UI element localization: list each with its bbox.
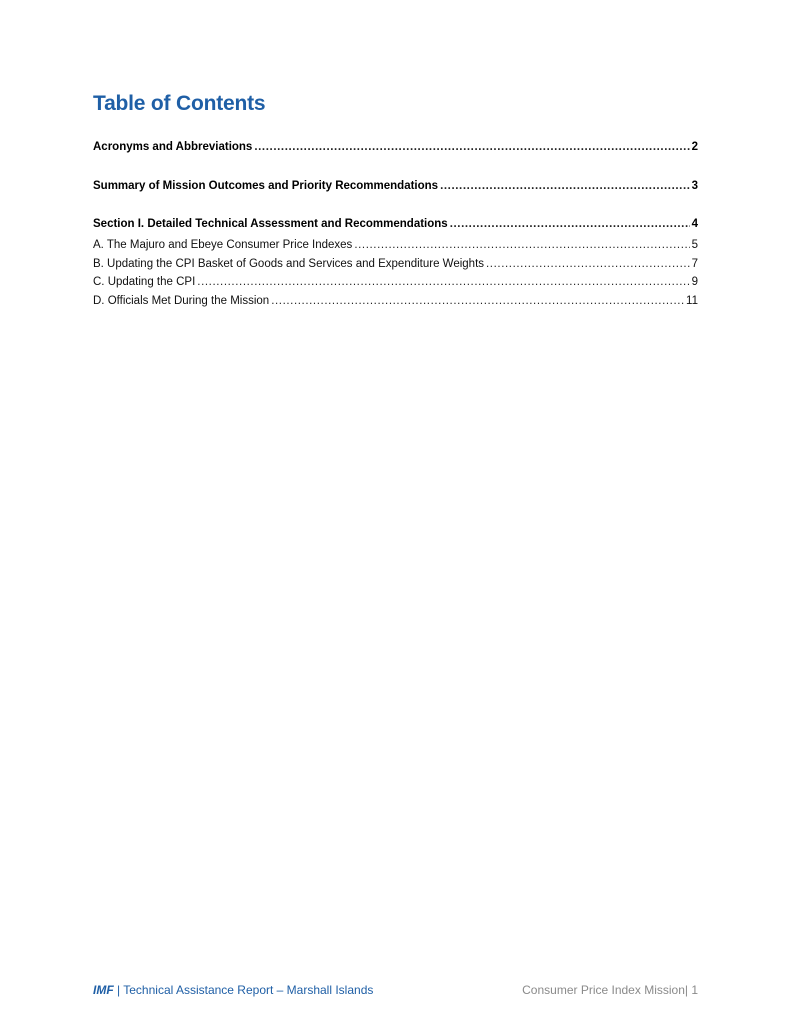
page-title: Table of Contents (93, 92, 266, 115)
toc-dot-leader (271, 294, 684, 308)
footer-report-info (93, 983, 373, 998)
footer-separator: | (113, 983, 124, 997)
footer-page-info: Consumer Price Index Mission| 1 (522, 983, 698, 997)
toc-entry-section-a[interactable] (93, 238, 698, 252)
toc-entry-label: Acronyms and Abbreviations (93, 141, 253, 153)
toc-entry-page: 9 (691, 276, 698, 288)
toc-entry-page: 2 (691, 141, 698, 153)
toc-entry-label: B. Updating the CPI Basket of Goods and Services and Expenditure Weights (93, 258, 485, 270)
toc-dot-leader (197, 275, 689, 289)
toc-dot-leader (254, 140, 689, 154)
toc-entry-section-b[interactable] (93, 257, 698, 271)
footer-report-title: Technical Assistance Report – Marshall Islands (123, 983, 374, 997)
toc-entry-label: A. The Majuro and Ebeye Consumer Price Indexes (93, 239, 353, 251)
toc-entry-label: D. Officials Met During the Mission (93, 295, 270, 307)
toc-entry-section-c[interactable] (93, 275, 698, 289)
footer-org-logo-text: IMF (93, 983, 114, 997)
toc-dot-leader (440, 179, 690, 193)
toc-dot-leader (354, 238, 689, 252)
toc-dot-leader (450, 217, 690, 231)
toc-entry-page: 7 (691, 258, 698, 270)
toc-entry-page: 11 (686, 295, 698, 307)
toc-entry-label: C. Updating the CPI (93, 276, 196, 288)
toc-entry-label: Summary of Mission Outcomes and Priority Recommendations (93, 180, 439, 192)
toc-entry-summary[interactable] (93, 179, 698, 193)
toc-dot-leader (486, 257, 690, 271)
toc-entry-acronyms[interactable] (93, 140, 698, 154)
toc-entry-page: 5 (691, 239, 698, 251)
toc-entry-section-1[interactable] (93, 217, 698, 231)
toc-entry-label: Section I. Detailed Technical Assessment and Recommendations (93, 218, 448, 230)
page-footer (93, 983, 698, 998)
toc-entry-page: 3 (691, 180, 698, 192)
toc-entry-page: 4 (691, 218, 698, 230)
toc-entry-section-d[interactable] (93, 294, 698, 308)
